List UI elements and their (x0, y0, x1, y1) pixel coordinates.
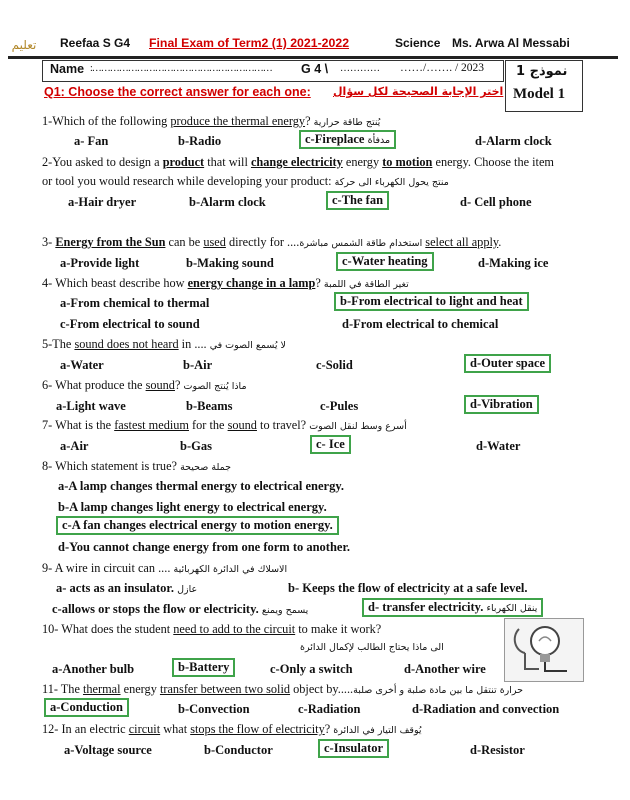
q3-option-a[interactable]: a-Provide light (60, 256, 140, 270)
q5-option-d[interactable]: d-Outer space (464, 354, 551, 373)
q1-heading: Q1: Choose the correct answer for each one: (44, 85, 311, 99)
question-2-line-2: or tool you would research while developing your product: منتج يحول الكهرباء الى حركة (42, 174, 449, 188)
circuit-bulb-image (504, 618, 584, 682)
name-field[interactable]: :…………………………………………………… (90, 63, 272, 74)
q2-option-d[interactable]: d- Cell phone (460, 195, 532, 209)
grade-label: G 4 \ (301, 62, 329, 76)
q8-option-a[interactable]: a-A lamp changes thermal energy to electrical energy. (58, 479, 345, 493)
q10-option-c[interactable]: c-Only a switch (270, 662, 353, 676)
q3-option-b[interactable]: b-Making sound (186, 256, 274, 270)
svg-text:تعليم: تعليم (11, 38, 37, 52)
q6-option-a[interactable]: a-Light wave (56, 399, 126, 413)
q12-option-d[interactable]: d-Resistor (470, 743, 525, 757)
teacher-name: Ms. Arwa Al Messabi (452, 36, 570, 50)
q3-option-d[interactable]: d-Making ice (478, 256, 549, 270)
header-divider (8, 56, 618, 59)
q5-option-c[interactable]: c-Solid (316, 358, 353, 372)
q7-option-b[interactable]: b-Gas (180, 439, 212, 453)
q1-option-d[interactable]: d-Alarm clock (475, 134, 552, 148)
model-arabic: نموذج 1 (516, 64, 568, 79)
q9-option-d[interactable]: d- transfer electricity. ينقل الكهرباء (362, 598, 543, 617)
q6-option-d[interactable]: d-Vibration (464, 395, 539, 414)
q8-option-b[interactable]: b-A lamp changes light energy to electrical energy. (58, 500, 327, 514)
q11-option-c[interactable]: c-Radiation (298, 702, 361, 716)
question-5: 5-The sound does not heard in .... لا يُسمع الصوت في (42, 337, 286, 351)
question-4: 4- Which beast describe how energy change in a lamp? تغير الطاقة في اللمبة (42, 276, 409, 290)
q6-option-c[interactable]: c-Pules (320, 399, 359, 413)
q3-option-c[interactable]: c-Water heating (336, 252, 434, 271)
school-name: Reefaa S G4 (60, 36, 131, 50)
q6-option-b[interactable]: b-Beams (186, 399, 233, 413)
q9-option-b[interactable]: b- Keeps the flow of electricity at a safe level. (288, 581, 528, 595)
q4-option-c[interactable]: c-From electrical to sound (60, 317, 200, 331)
question-9: 9- A wire in circuit can .... الاسلاك في الدائرة الكهربائية (42, 561, 288, 575)
question-12: 12- In an electric circuit what stops the flow of electricity? يُوقف التيار في الدائرة (42, 722, 422, 736)
ministry-logo (6, 30, 42, 58)
question-2: 2-You asked to design a product that will change electricity energy to motion energy. Choose the item (42, 155, 554, 169)
q7-option-d[interactable]: d-Water (476, 439, 521, 453)
q11-option-a[interactable]: a-Conduction (44, 698, 129, 717)
q1-heading-arabic: اختر الإجابة الصحيحة لكل سؤال (333, 85, 504, 98)
subject: Science (395, 36, 441, 50)
q2-option-a[interactable]: a-Hair dryer (68, 195, 137, 209)
q12-option-c[interactable]: c-Insulator (318, 739, 389, 758)
q5-option-b[interactable]: b-Air (183, 358, 213, 372)
q7-option-a[interactable]: a-Air (60, 439, 89, 453)
q4-option-a[interactable]: a-From chemical to thermal (60, 296, 210, 310)
q2-option-b[interactable]: b-Alarm clock (189, 195, 266, 209)
grade-field[interactable]: ………… (340, 63, 380, 74)
question-3: 3- Energy from the Sun can be used directly for ....استخدام طاقة الشمس مباشرة select all apply. (42, 235, 502, 249)
q11-option-d[interactable]: d-Radiation and convection (412, 702, 560, 716)
question-7: 7- What is the fastest medium for the sound to travel? أسرع وسط لنقل الصوت (42, 418, 407, 432)
q11-option-b[interactable]: b-Convection (178, 702, 250, 716)
q10-option-d[interactable]: d-Another wire (404, 662, 486, 676)
question-10-arabic: الى ماذا يحتاج الطالب لإكمال الدائرة (300, 642, 444, 653)
q1-option-b[interactable]: b-Radio (178, 134, 222, 148)
q1-option-c[interactable]: c-Fireplace مدفأة (299, 130, 396, 149)
q5-option-a[interactable]: a-Water (60, 358, 104, 372)
q8-option-d[interactable]: d-You cannot change energy from one form to another. (58, 540, 350, 554)
q12-option-a[interactable]: a-Voltage source (64, 743, 152, 757)
q2-option-c[interactable]: c-The fan (326, 191, 389, 210)
q10-option-a[interactable]: a-Another bulb (52, 662, 135, 676)
q4-option-b[interactable]: b-From electrical to light and heat (334, 292, 529, 311)
q9-option-a[interactable]: a- acts as an insulator. عازل (56, 581, 198, 595)
model-english: Model 1 (513, 86, 566, 102)
question-11: 11- The thermal energy transfer between two solid object by.....حرارة تنتقل ما بين مادة صلبة و أخرى صلبة (42, 682, 524, 696)
question-6: 6- What produce the sound? ماذا يُنتج الصوت (42, 378, 247, 392)
q10-option-b[interactable]: b-Battery (172, 658, 235, 677)
exam-title: Final Exam of Term2 (1) 2021-2022 (149, 36, 350, 50)
question-8: 8- Which statement is true? جملة صحيحة (42, 459, 231, 473)
name-label: Name (50, 62, 85, 76)
q1-option-a[interactable]: a- Fan (74, 134, 109, 148)
question-10: 10- What does the student need to add to the circuit to make it work? (42, 622, 382, 636)
q9-option-c[interactable]: c-allows or stops the flow or electricity. يسمح ويمنع (52, 602, 309, 616)
date-field[interactable]: ……/……. / 2023 (400, 62, 485, 74)
q12-option-b[interactable]: b-Conductor (204, 743, 273, 757)
question-1: 1-Which of the following produce the thermal energy? يُنتج طاقة حرارية (42, 114, 381, 128)
q8-option-c[interactable]: c-A fan changes electrical energy to motion energy. (56, 516, 339, 535)
q4-option-d[interactable]: d-From electrical to chemical (342, 317, 499, 331)
q7-option-c[interactable]: c- Ice (310, 435, 351, 454)
